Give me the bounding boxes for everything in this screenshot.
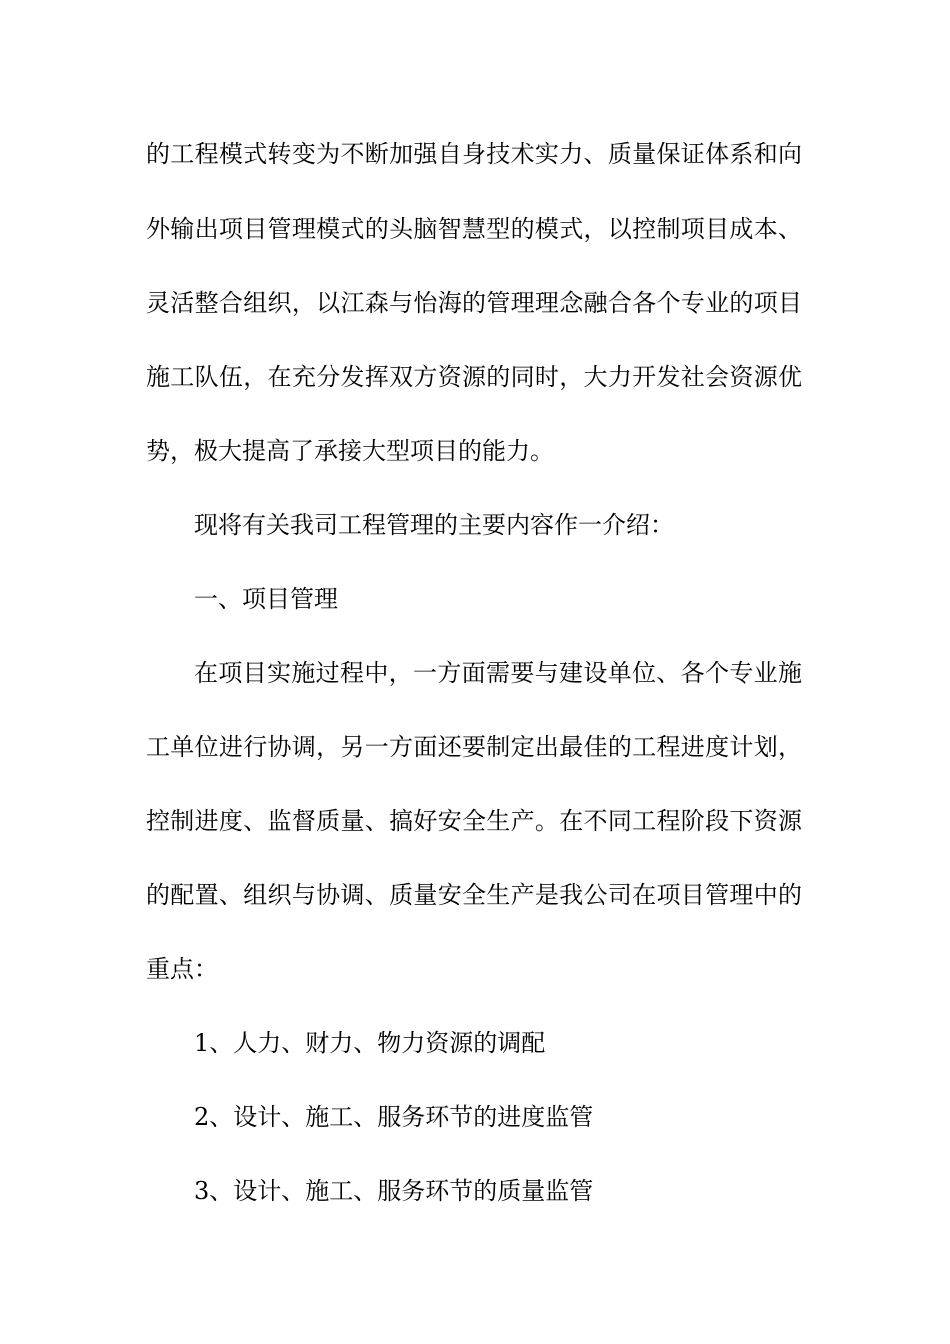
paragraph-line: 的配置、组织与协调、质量安全生产是我公司在项目管理中的	[146, 881, 802, 909]
intro-line: 现将有关我司工程管理的主要内容作一介绍：	[194, 511, 674, 539]
section-heading: 一、项目管理	[194, 585, 338, 613]
list-item: 2、设计、施工、服务环节的进度监管	[194, 1103, 594, 1131]
list-item: 3、设计、施工、服务环节的质量监管	[194, 1177, 594, 1205]
paragraph-line: 控制进度、监督质量、搞好安全生产。在不同工程阶段下资源	[146, 807, 802, 835]
paragraph-line: 在项目实施过程中，一方面需要与建设单位、各个专业施	[194, 659, 802, 687]
paragraph-line: 的工程模式转变为不断加强自身技术实力、质量保证体系和向	[146, 140, 802, 168]
paragraph-line: 外输出项目管理模式的头脑智慧型的模式，以控制项目成本、	[146, 215, 802, 243]
paragraph-line: 施工队伍，在充分发挥双方资源的同时，大力开发社会资源优	[146, 363, 802, 391]
paragraph-line: 工单位进行协调，另一方面还要制定出最佳的工程进度计划，	[146, 733, 802, 761]
list-item: 1、人力、财力、物力资源的调配	[194, 1029, 546, 1057]
paragraph-line: 灵活整合组织，以江森与怡海的管理理念融合各个专业的项目	[146, 289, 802, 317]
paragraph-line: 重点：	[146, 955, 218, 983]
paragraph-line: 势，极大提高了承接大型项目的能力。	[146, 437, 554, 465]
